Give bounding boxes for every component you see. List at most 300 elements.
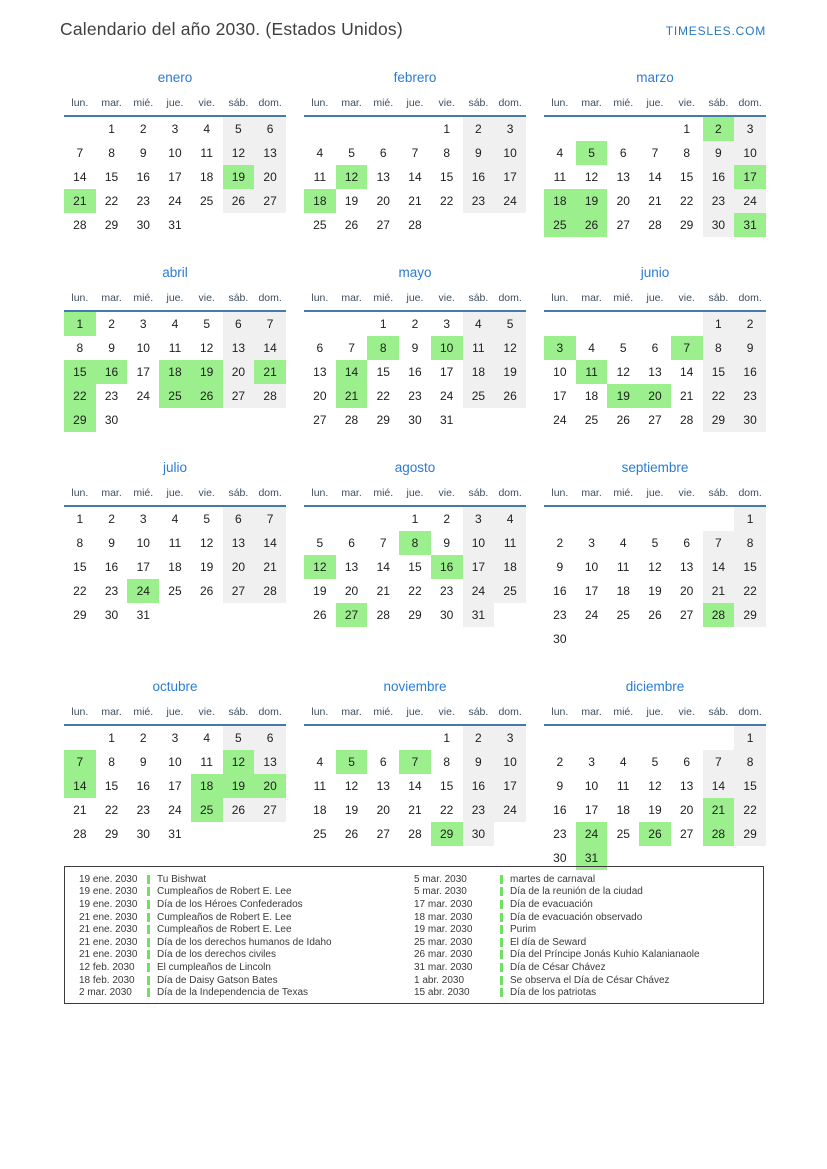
week-row	[304, 116, 526, 141]
day-cell: 17	[553, 389, 567, 403]
day-cell: 16	[463, 774, 495, 798]
day-cell: 17	[584, 584, 599, 598]
week-row	[304, 189, 526, 213]
holiday-marker-icon	[500, 988, 503, 997]
day-cell: 6	[223, 311, 255, 336]
month-table	[544, 702, 766, 870]
empty-day-cell	[671, 627, 703, 651]
day-cell: 18	[494, 555, 526, 579]
day-cell: 26	[494, 384, 526, 408]
weekday-label: vie.	[191, 702, 223, 725]
holiday-day-cell: 8	[367, 336, 399, 360]
weekday-header-row	[544, 702, 766, 725]
day-cell: 5	[651, 536, 659, 550]
day-cell: 27	[679, 827, 694, 841]
day-cell: 27	[648, 413, 662, 427]
day-cell: 15	[73, 560, 87, 574]
legend-date: 1 abr. 2030	[414, 974, 465, 986]
day-cell: 28	[73, 827, 87, 841]
day-cell: 24	[439, 389, 454, 403]
day-cell: 9	[411, 341, 419, 355]
holiday-marker-icon	[500, 938, 503, 947]
day-cell: 24	[494, 189, 526, 213]
day-cell: 11	[168, 536, 182, 550]
holiday-marker-icon	[147, 875, 150, 884]
day-cell: 24	[553, 413, 567, 427]
empty-day-cell	[223, 603, 255, 627]
empty-day-cell	[639, 116, 671, 141]
month-agosto	[304, 460, 526, 651]
legend-date: 12 feb. 2030	[79, 961, 135, 973]
weekday-label: sáb.	[463, 702, 495, 725]
day-cell: 3	[139, 512, 147, 526]
holiday-day-cell: 21	[336, 384, 368, 408]
week-row	[304, 360, 526, 384]
timesles-logo-link[interactable]: TIMESLES.COM	[665, 24, 766, 38]
legend-date: 2 mar. 2030	[79, 987, 132, 999]
holiday-marker-icon	[147, 950, 150, 959]
weekday-label: sáb.	[223, 483, 255, 506]
month-junio	[544, 265, 766, 432]
day-cell: 14	[679, 365, 694, 379]
day-cell: 31	[439, 413, 454, 427]
holiday-day-cell: 28	[703, 603, 735, 627]
month-table	[544, 288, 766, 432]
day-cell: 9	[556, 560, 564, 574]
day-cell: 23	[104, 584, 119, 598]
day-cell: 29	[679, 218, 694, 232]
day-cell: 22	[734, 579, 766, 603]
month-title: agosto	[394, 460, 436, 475]
legend-row	[65, 873, 400, 886]
weekday-label: lun.	[304, 483, 336, 506]
week-row	[64, 213, 286, 237]
empty-day-cell	[607, 725, 639, 750]
weekday-header-row	[64, 93, 286, 116]
month-table	[304, 702, 526, 846]
day-cell: 29	[376, 413, 390, 427]
day-cell: 22	[104, 803, 119, 817]
day-cell: 22	[408, 584, 422, 598]
empty-day-cell	[304, 725, 336, 750]
empty-day-cell	[576, 116, 608, 141]
weekday-label: dom.	[734, 93, 766, 116]
day-cell: 3	[588, 536, 595, 550]
legend-row	[65, 936, 400, 949]
day-cell: 11	[463, 336, 495, 360]
week-row	[544, 408, 766, 432]
day-cell: 15	[439, 170, 454, 184]
week-row	[304, 336, 526, 360]
day-cell: 20	[313, 389, 327, 403]
empty-day-cell	[127, 408, 159, 432]
empty-day-cell	[544, 311, 576, 336]
day-cell: 28	[376, 608, 390, 622]
empty-day-cell	[671, 506, 703, 531]
weekday-label: jue.	[399, 483, 431, 506]
week-row	[304, 531, 526, 555]
day-cell: 28	[408, 827, 422, 841]
day-cell: 9	[734, 336, 766, 360]
day-cell: 20	[254, 165, 286, 189]
weekday-label: mar.	[576, 288, 608, 311]
empty-day-cell	[304, 506, 336, 531]
legend-label: Día del Príncipe Jonás Kuhio Kalanianaole	[510, 949, 700, 961]
day-cell: 12	[344, 779, 359, 793]
month-title: septiembre	[621, 460, 689, 475]
weekday-label: vie.	[671, 93, 703, 116]
weekday-label: mié.	[367, 93, 399, 116]
weekday-label: mar.	[576, 93, 608, 116]
empty-day-cell	[607, 116, 639, 141]
day-cell: 19	[344, 194, 359, 208]
day-cell: 7	[254, 506, 286, 531]
page-title: Calendario del año 2030. (Estados Unidos)	[60, 19, 403, 39]
empty-day-cell	[703, 725, 735, 750]
holiday-day-cell: 17	[734, 165, 766, 189]
weekday-label: mar.	[576, 702, 608, 725]
weekday-label: sáb.	[703, 702, 735, 725]
holiday-day-cell: 18	[304, 189, 336, 213]
day-cell: 13	[223, 336, 255, 360]
day-cell: 9	[703, 141, 735, 165]
day-cell: 31	[168, 218, 182, 232]
day-cell: 1	[76, 512, 84, 526]
empty-day-cell	[191, 603, 223, 627]
holiday-day-cell: 1	[64, 311, 96, 336]
weekday-label: dom.	[494, 288, 526, 311]
weekday-label: mié.	[127, 702, 159, 725]
day-cell: 11	[494, 531, 526, 555]
day-cell: 12	[616, 365, 630, 379]
day-cell: 21	[703, 579, 735, 603]
weekday-label: lun.	[544, 702, 576, 725]
weekday-label: mar.	[96, 288, 128, 311]
day-cell: 7	[379, 536, 387, 550]
empty-day-cell	[639, 627, 671, 651]
day-cell: 25	[616, 827, 630, 841]
week-row	[544, 603, 766, 627]
day-cell: 15	[703, 360, 735, 384]
day-cell: 3	[494, 725, 526, 750]
day-cell: 18	[616, 584, 630, 598]
week-row	[304, 774, 526, 798]
day-cell: 2	[463, 725, 495, 750]
legend-row	[400, 886, 763, 899]
holiday-day-cell: 25	[544, 213, 576, 237]
legend-label: Día de los derechos civiles	[157, 949, 276, 961]
month-title: abril	[162, 265, 188, 280]
holiday-day-cell: 18	[544, 189, 576, 213]
day-cell: 2	[139, 731, 147, 745]
empty-day-cell	[544, 506, 576, 531]
month-title: enero	[157, 70, 193, 85]
day-cell: 21	[376, 584, 390, 598]
holiday-marker-icon	[500, 950, 503, 959]
day-cell: 30	[136, 827, 150, 841]
weekday-label: vie.	[671, 702, 703, 725]
day-cell: 16	[734, 360, 766, 384]
weekday-label: dom.	[734, 288, 766, 311]
day-cell: 28	[73, 218, 87, 232]
week-row	[544, 627, 766, 651]
weekday-label: vie.	[191, 483, 223, 506]
day-cell: 17	[168, 779, 182, 793]
day-cell: 23	[104, 389, 119, 403]
day-cell: 10	[463, 531, 495, 555]
day-cell: 11	[313, 779, 327, 793]
weekday-label: sáb.	[463, 288, 495, 311]
legend-row	[400, 936, 763, 949]
holiday-day-cell: 16	[431, 555, 463, 579]
day-cell: 4	[556, 146, 564, 160]
holiday-day-cell: 2	[703, 116, 735, 141]
day-cell: 1	[683, 122, 690, 136]
weekday-label: jue.	[159, 702, 191, 725]
day-cell: 31	[136, 608, 150, 622]
legend-date: 19 ene. 2030	[79, 898, 138, 910]
day-cell: 6	[683, 536, 690, 550]
holiday-day-cell: 7	[671, 336, 703, 360]
day-cell: 27	[616, 218, 630, 232]
weekday-label: mié.	[607, 93, 639, 116]
holiday-day-cell: 12	[304, 555, 336, 579]
day-cell: 27	[679, 608, 694, 622]
weekday-label: mar.	[336, 93, 368, 116]
day-cell: 6	[379, 755, 387, 769]
day-cell: 28	[408, 218, 422, 232]
week-row	[64, 336, 286, 360]
weekday-label: lun.	[64, 483, 96, 506]
week-row	[304, 725, 526, 750]
day-cell: 30	[734, 408, 766, 432]
day-cell: 26	[344, 827, 359, 841]
day-cell: 20	[376, 803, 390, 817]
day-cell: 1	[379, 317, 387, 331]
empty-day-cell	[254, 213, 286, 237]
weekday-label: vie.	[671, 288, 703, 311]
day-cell: 7	[254, 311, 286, 336]
day-cell: 7	[703, 750, 735, 774]
week-row	[544, 189, 766, 213]
day-cell: 2	[108, 317, 115, 331]
day-cell: 3	[171, 122, 179, 136]
day-cell: 15	[376, 365, 390, 379]
day-cell: 25	[584, 413, 599, 427]
weekday-label: dom.	[734, 483, 766, 506]
week-row	[64, 750, 286, 774]
week-row	[64, 798, 286, 822]
legend-date: 15 abr. 2030	[414, 987, 470, 999]
week-row	[64, 384, 286, 408]
weekday-label: mar.	[336, 483, 368, 506]
day-cell: 16	[104, 560, 119, 574]
holiday-day-cell: 11	[576, 360, 608, 384]
day-cell: 14	[648, 170, 662, 184]
legend-row	[65, 974, 400, 987]
day-cell: 9	[556, 779, 564, 793]
day-cell: 3	[443, 317, 450, 331]
weekday-label: mar.	[336, 702, 368, 725]
day-cell: 13	[344, 560, 359, 574]
day-cell: 20	[344, 584, 359, 598]
weekday-label: vie.	[191, 93, 223, 116]
day-cell: 4	[203, 731, 210, 745]
holiday-day-cell: 20	[254, 774, 286, 798]
empty-day-cell	[607, 627, 639, 651]
day-cell: 12	[648, 560, 662, 574]
holiday-day-cell: 25	[191, 798, 223, 822]
day-cell: 13	[254, 750, 286, 774]
day-cell: 25	[199, 194, 214, 208]
day-cell: 22	[439, 803, 454, 817]
empty-day-cell	[336, 311, 368, 336]
empty-day-cell	[576, 627, 608, 651]
holiday-marker-icon	[147, 925, 150, 934]
day-cell: 16	[136, 779, 150, 793]
day-cell: 11	[200, 146, 213, 160]
day-cell: 26	[199, 584, 214, 598]
empty-day-cell	[639, 311, 671, 336]
day-cell: 13	[223, 531, 255, 555]
month-table	[544, 93, 766, 237]
day-cell: 15	[104, 170, 119, 184]
day-cell: 29	[408, 608, 422, 622]
holiday-marker-icon	[147, 887, 150, 896]
holiday-day-cell: 16	[96, 360, 128, 384]
day-cell: 31	[168, 827, 182, 841]
weekday-label: dom.	[254, 483, 286, 506]
weekday-label: sáb.	[223, 702, 255, 725]
empty-day-cell	[463, 213, 495, 237]
empty-day-cell	[576, 311, 608, 336]
day-cell: 9	[108, 536, 115, 550]
day-cell: 4	[494, 506, 526, 531]
empty-day-cell	[254, 603, 286, 627]
day-cell: 11	[168, 341, 182, 355]
legend-date: 19 ene. 2030	[79, 886, 138, 898]
holiday-day-cell: 22	[64, 384, 96, 408]
month-title: noviembre	[383, 679, 447, 694]
day-cell: 26	[344, 218, 359, 232]
legend-date: 18 feb. 2030	[79, 974, 135, 986]
day-cell: 24	[734, 189, 766, 213]
day-cell: 4	[171, 512, 179, 526]
empty-day-cell	[64, 725, 96, 750]
day-cell: 6	[651, 341, 659, 355]
empty-day-cell	[64, 116, 96, 141]
empty-day-cell	[254, 822, 286, 846]
day-cell: 18	[463, 360, 495, 384]
day-cell: 9	[139, 755, 147, 769]
day-cell: 17	[136, 560, 150, 574]
day-cell: 10	[168, 146, 182, 160]
legend-row	[65, 923, 400, 936]
weekday-label: dom.	[254, 288, 286, 311]
day-cell: 5	[651, 755, 659, 769]
empty-day-cell	[576, 725, 608, 750]
empty-day-cell	[223, 822, 255, 846]
holiday-marker-icon	[500, 976, 503, 985]
holiday-day-cell: 14	[336, 360, 368, 384]
empty-day-cell	[463, 408, 495, 432]
day-cell: 28	[344, 413, 359, 427]
day-cell: 5	[203, 317, 210, 331]
weekday-label: sáb.	[703, 288, 735, 311]
day-cell: 18	[616, 803, 630, 817]
day-cell: 10	[168, 755, 182, 769]
day-cell: 14	[703, 774, 735, 798]
legend-date: 21 ene. 2030	[79, 924, 138, 936]
weekday-label: vie.	[431, 483, 463, 506]
legend-date: 18 mar. 2030	[414, 911, 473, 923]
month-abril	[64, 265, 286, 432]
weekday-label: mar.	[96, 483, 128, 506]
day-cell: 7	[703, 531, 735, 555]
day-cell: 6	[223, 506, 255, 531]
day-cell: 25	[313, 827, 327, 841]
empty-day-cell	[494, 822, 526, 846]
day-cell: 15	[679, 170, 694, 184]
weekday-label: vie.	[671, 483, 703, 506]
holiday-day-cell: 24	[127, 579, 159, 603]
legend-row	[400, 873, 763, 886]
weekday-header-row	[304, 483, 526, 506]
day-cell: 25	[616, 608, 630, 622]
weekday-label: mié.	[607, 483, 639, 506]
day-cell: 26	[616, 413, 630, 427]
legend-label: Día de los patriotas	[510, 987, 597, 999]
legend-row	[400, 923, 763, 936]
holiday-day-cell: 31	[734, 213, 766, 237]
day-cell: 13	[679, 560, 694, 574]
day-cell: 17	[584, 803, 599, 817]
empty-day-cell	[494, 603, 526, 627]
month-septiembre	[544, 460, 766, 651]
day-cell: 24	[584, 608, 599, 622]
week-row	[64, 506, 286, 531]
day-cell: 18	[584, 389, 599, 403]
empty-day-cell	[399, 116, 431, 141]
week-row	[544, 165, 766, 189]
legend-label: Día de los Héroes Confederados	[157, 898, 303, 910]
day-cell: 28	[254, 579, 286, 603]
weekday-label: sáb.	[223, 288, 255, 311]
month-marzo	[544, 70, 766, 237]
legend-date: 31 mar. 2030	[414, 961, 473, 973]
day-cell: 11	[617, 779, 630, 793]
week-row	[304, 798, 526, 822]
day-cell: 5	[223, 116, 255, 141]
empty-day-cell	[336, 116, 368, 141]
weekday-label: sáb.	[463, 483, 495, 506]
month-title: octubre	[152, 679, 198, 694]
day-cell: 22	[703, 384, 735, 408]
day-cell: 5	[494, 311, 526, 336]
week-row	[544, 213, 766, 237]
day-cell: 25	[463, 384, 495, 408]
week-row	[304, 141, 526, 165]
day-cell: 9	[463, 750, 495, 774]
legend-row	[400, 949, 763, 962]
day-cell: 3	[139, 317, 147, 331]
day-cell: 16	[703, 165, 735, 189]
holiday-marker-icon	[500, 887, 503, 896]
day-cell: 10	[734, 141, 766, 165]
week-row	[544, 822, 766, 846]
week-row	[64, 531, 286, 555]
day-cell: 4	[619, 536, 627, 550]
